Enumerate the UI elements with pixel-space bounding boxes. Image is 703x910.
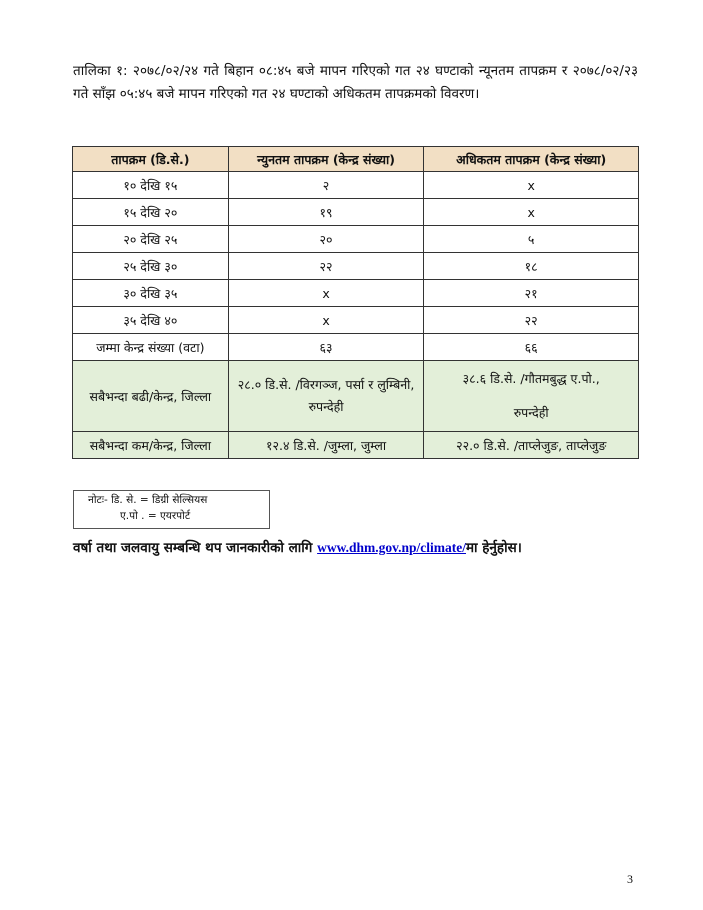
table-row [73, 172, 639, 199]
table-row [73, 280, 639, 307]
max-count-cell: x [424, 199, 639, 226]
range-cell: १५ देखि २० [73, 199, 229, 226]
min-count-cell: २ [228, 172, 424, 199]
max-count-cell: ५ [424, 226, 639, 253]
lowest-max-cell: २२.० डि.से. /ताप्लेजुङ, ताप्लेजुङ [424, 432, 639, 459]
note-line-2: ए.पो . = एयरपोर्ट [120, 510, 191, 522]
total-row [73, 334, 639, 361]
range-cell: २५ देखि ३० [73, 253, 229, 280]
total-label-cell: जम्मा केन्द्र संख्या (वटा) [73, 334, 229, 361]
max-count-cell: २१ [424, 280, 639, 307]
table-row [73, 253, 639, 280]
highest-min-cell: २८.० डि.से. /विरगञ्ज, पर्सा र लुम्बिनी, रुपन्देही [228, 361, 424, 432]
table-row [73, 226, 639, 253]
header-min-temp: न्युनतम तापक्रम (केन्द्र संख्या) [228, 147, 424, 172]
page-number: 3 [627, 872, 633, 886]
max-count-cell: १८ [424, 253, 639, 280]
more-info-suffix: मा हेर्नुहोस। [465, 540, 522, 556]
header-max-temp: अधिकतम तापक्रम (केन्द्र संख्या) [424, 147, 639, 172]
highest-max-cell [424, 361, 639, 432]
range-cell: ३० देखि ३५ [73, 280, 229, 307]
header-temperature: तापक्रम (डि.से.) [73, 147, 229, 172]
highest-max-line1: ३८.६ डि.से. /गौतमबुद्ध ए.पो., [462, 371, 600, 386]
lowest-row [73, 432, 639, 459]
min-count-cell: x [228, 307, 424, 334]
range-cell: १० देखि १५ [73, 172, 229, 199]
table-row [73, 307, 639, 334]
highest-row [73, 361, 639, 432]
table-caption: तालिका १: २०७८/०२/२४ गते बिहान ०८:४५ बजे मापन गरिएको गत २४ घण्टाको न्यूनतम तापक्रम र २०७८/०२/२३ गते साँझ ०५:४५ बजे मापन गरिएको गत २४ घण्टाको अधिकतम तापक्रमको विवरण। [73, 63, 638, 102]
max-count-cell: २२ [424, 307, 639, 334]
range-cell: ३५ देखि ४० [73, 307, 229, 334]
abbreviation-note [73, 490, 270, 529]
min-count-cell: २२ [228, 253, 424, 280]
table-row [73, 199, 639, 226]
highest-max-line2: रुपन्देही [513, 405, 549, 420]
total-min-cell: ६३ [228, 334, 424, 361]
range-cell: २० देखि २५ [73, 226, 229, 253]
table-header-row [73, 147, 639, 172]
note-line-1: नोटः- डि. से. = डिग्री सेल्सियस [88, 494, 208, 506]
highest-label-cell: सबैभन्दा बढी/केन्द्र, जिल्ला [73, 361, 229, 432]
min-count-cell: x [228, 280, 424, 307]
climate-link[interactable]: www.dhm.gov.np/climate/ [317, 540, 466, 555]
total-max-cell: ६६ [424, 334, 639, 361]
min-count-cell: २० [228, 226, 424, 253]
min-count-cell: १९ [228, 199, 424, 226]
max-count-cell: x [424, 172, 639, 199]
more-info-prefix: वर्षा तथा जलवायु सम्बन्धि थप जानकारीको लागि [73, 540, 318, 556]
lowest-label-cell: सबैभन्दा कम/केन्द्र, जिल्ला [73, 432, 229, 459]
more-info-text [73, 538, 522, 556]
lowest-min-cell: १२.४ डि.से. /जुम्ला, जुम्ला [228, 432, 424, 459]
temperature-table [72, 146, 639, 459]
